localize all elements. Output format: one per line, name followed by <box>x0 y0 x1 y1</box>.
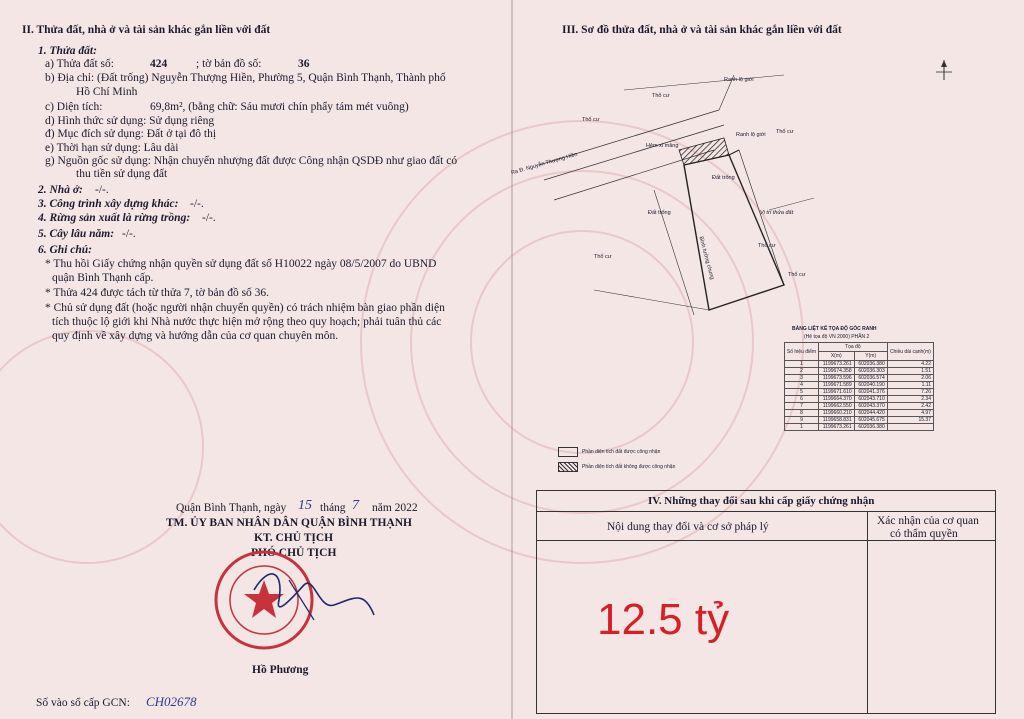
changes-title: IV. Những thay đổi sau khi cấp giấy chứng nhận <box>648 495 875 507</box>
coord-table-cell: 1199671.589 <box>818 382 854 389</box>
note3-line3: quy định về xây dựng và hướng dẫn của cơ quan chuyên môn. <box>52 330 339 342</box>
coord-table-cell <box>887 424 933 431</box>
issue-number: CH02678 <box>146 694 197 709</box>
coord-table-row <box>785 382 934 389</box>
area-label: c) Diện tích: <box>45 101 103 113</box>
house-heading: 2. Nhà ở: <box>38 184 83 196</box>
origin-line1: g) Nguồn gốc sử dụng: Nhận chuyển nhượng đất được Công nhận QSDĐ như giao đất có <box>45 155 458 167</box>
map-label-annotation: Vị trí thửa đất <box>760 210 794 216</box>
map-label-tho-cu-4: Thổ cư <box>758 243 776 249</box>
map-label-street: Ra Đ. Nguyễn Thượng Hiền <box>510 151 579 177</box>
left-page <box>0 0 510 719</box>
kt-title: KT. CHỦ TỊCH <box>254 532 334 544</box>
changes-box <box>536 490 996 714</box>
use-purpose: đ) Mục đích sử dụng: Đất ở tại đô thị <box>45 128 217 140</box>
map-label-dat-trong-1: Đất trống <box>712 175 735 181</box>
coord-table-row <box>785 368 934 375</box>
coord-table-row <box>785 396 934 403</box>
note3-line2: tích thuộc lộ giới khi Nhà nước thực hiện mở rộng theo quy hoạch; phải tuân thủ các <box>52 316 442 328</box>
map-label: ; tờ bản đồ số: <box>196 58 262 70</box>
coord-table-cell: 2.06 <box>887 375 933 382</box>
coord-table-cell: 7 <box>785 403 819 410</box>
date-month: 7 <box>352 498 359 513</box>
parcel-sketch-map <box>534 70 834 330</box>
forest-value: -/-. <box>202 212 216 224</box>
parcel-label: a) Thửa đất số: <box>45 58 114 70</box>
map-label-tho-cu-5: Thổ cư <box>594 254 612 260</box>
coord-table-cell: 1199658.831 <box>818 417 854 424</box>
coord-table-cell: 3 <box>785 375 819 382</box>
coord-table-cell: 7.26 <box>887 389 933 396</box>
map-label-house: Bình tường chung <box>697 235 715 281</box>
coord-table-row <box>785 417 934 424</box>
coord-table-row <box>785 403 934 410</box>
note2: * Thửa 424 được tách từ thửa 7, tờ bản đồ số 36. <box>45 287 270 299</box>
note3-line1: * Chủ sử dụng đất (hoặc người nhận chuyển quyền) có trách nhiệm bàn giao phần diện <box>45 302 445 314</box>
trees-heading: 5. Cây lâu năm: <box>38 228 115 240</box>
map-label-dat-trong-2: Đất trống <box>648 210 671 216</box>
coord-table-cell: 1199674.358 <box>818 368 854 375</box>
coord-col-point: Số hiệu điểm <box>785 343 819 361</box>
coord-col-x: X(m) <box>818 352 854 361</box>
coord-table-row <box>785 375 934 382</box>
coord-table-subtitle: (Hệ tọa độ VN 2000) PHẦN 2 <box>804 334 870 340</box>
right-page <box>510 0 1024 719</box>
coord-table-title: BẢNG LIỆT KÊ TỌA ĐỘ GÓC RANH <box>792 326 877 332</box>
coord-table-cell: 9 <box>785 417 819 424</box>
coord-table-cell: 1199664.370 <box>818 396 854 403</box>
committee-title: TM. ỦY BAN NHÂN DÂN QUẬN BÌNH THẠNH <box>166 517 412 529</box>
legend-unrecognized: Phần diện tích đất không được công nhận <box>582 464 676 470</box>
coordinate-table <box>784 342 934 431</box>
coord-table-cell: 4.97 <box>887 410 933 417</box>
house-value: -/-. <box>95 184 109 196</box>
parcel-number: 424 <box>150 58 168 70</box>
coord-table-cell: 2 <box>785 368 819 375</box>
coord-table-cell: 1199671.610 <box>818 389 854 396</box>
price-annotation: 12.5 tỷ <box>597 595 730 644</box>
coord-col-coord: Tọa độ <box>818 343 887 352</box>
coord-table-cell: 5 <box>785 389 819 396</box>
map-label-ranh-lo-gioi-2: Ranh lộ giới <box>736 132 766 138</box>
land-heading: 1. Thửa đất: <box>38 45 97 57</box>
changes-col1: Nội dung thay đổi và cơ sở pháp lý <box>607 521 769 533</box>
coord-table-cell: 602045.675 <box>854 417 887 424</box>
map-number: 36 <box>298 58 310 70</box>
coord-table-cell: 1199673.596 <box>818 375 854 382</box>
map-label-alley: Hẻm xi măng <box>646 143 679 149</box>
coord-table-cell: 6 <box>785 396 819 403</box>
map-label-tho-cu-6: Thổ cư <box>788 272 806 278</box>
forest-heading: 4. Rừng sản xuất là rừng trồng: <box>38 212 191 224</box>
north-arrow-icon <box>932 58 962 82</box>
coord-table-row <box>785 389 934 396</box>
date-month-label: tháng <box>320 502 346 514</box>
note1-line2: quận Bình Thạnh cấp. <box>52 272 154 284</box>
map-label-tho-cu-2: Thổ cư <box>582 117 600 123</box>
coord-table-cell: 1 <box>785 424 819 431</box>
coord-table-cell: 602041.376 <box>854 389 887 396</box>
coord-table-cell: 602044.420 <box>854 410 887 417</box>
changes-col2-line2: có thẩm quyền <box>890 528 958 540</box>
address-line2: Hồ Chí Minh <box>76 86 138 98</box>
signer-name: Hồ Phương <box>252 664 309 676</box>
use-term: e) Thời hạn sử dụng: Lâu dài <box>45 142 179 154</box>
changes-col-divider <box>867 511 868 713</box>
date-day: 15 <box>298 498 312 513</box>
use-form: d) Hình thức sử dụng: Sử dụng riêng <box>45 115 215 127</box>
legend-recognized: Phần diện tích đất được công nhận <box>582 449 661 455</box>
coord-table-row <box>785 361 934 368</box>
coordinate-table-body <box>785 361 934 431</box>
construction-value: -/-. <box>190 198 204 210</box>
coord-table-cell: 1.11 <box>887 382 933 389</box>
coord-table-cell: 1 <box>785 361 819 368</box>
map-label-ranh-lo-gioi-1: Ranh lộ giới <box>724 77 754 83</box>
legend-swatch-unrecognized <box>558 462 578 472</box>
date-year: năm 2022 <box>372 502 418 514</box>
map-label-tho-cu-1: Thổ cư <box>652 93 670 99</box>
coord-table-cell: 602036.574 <box>854 375 887 382</box>
coord-table-cell: 2.42 <box>887 403 933 410</box>
address-line1: b) Địa chỉ: (Đất trống) Nguyễn Thượng Hiền, Phường 5, Quận Bình Thạnh, Thành phố <box>45 72 446 84</box>
issue-label: Số vào sổ cấp GCN: <box>36 697 130 709</box>
coord-table-cell: 4.22 <box>887 361 933 368</box>
changes-col2-line1: Xác nhận của cơ quan <box>877 515 979 527</box>
trees-value: -/-. <box>122 228 136 240</box>
coord-col-dist: Chiều dài cạnh(m) <box>887 343 933 361</box>
vice-chair-title: PHÓ CHỦ TỊCH <box>251 547 337 559</box>
notes-heading: 6. Ghi chú: <box>38 244 92 256</box>
coord-col-y: Y(m) <box>854 352 887 361</box>
legend-swatch-recognized <box>558 447 578 457</box>
coord-table-cell: 602043.370 <box>854 403 887 410</box>
coord-table-cell: 602036.303 <box>854 368 887 375</box>
coord-table-row <box>785 424 934 431</box>
coord-table-cell: 4 <box>785 382 819 389</box>
origin-line2: thu tiền sử dụng đất <box>76 168 168 180</box>
coord-table-cell: 602036.380 <box>854 361 887 368</box>
note1-line1: * Thu hồi Giấy chứng nhận quyền sử dụng đất số H10022 ngày 08/5/2007 do UBND <box>45 258 437 270</box>
section3-title: III. Sơ đồ thửa đất, nhà ở và tài sản khác gắn liền với đất <box>562 24 842 36</box>
coord-table-cell: 602043.710 <box>854 396 887 403</box>
coord-table-cell: 2.34 <box>887 396 933 403</box>
coord-table-row <box>785 410 934 417</box>
coord-table-cell: 602040.190 <box>854 382 887 389</box>
coord-table-cell: 1199673.261 <box>818 424 854 431</box>
coord-table-cell: 1199673.261 <box>818 361 854 368</box>
coord-table-cell: 1199660.210 <box>818 410 854 417</box>
map-label-tho-cu-3: Thổ cư <box>776 129 794 135</box>
coord-table-cell: 602036.380 <box>854 424 887 431</box>
area-value: 69,8m², (bằng chữ: Sáu mươi chín phẩy tám mét vuông) <box>150 101 409 113</box>
coord-table-cell: 1.51 <box>887 368 933 375</box>
coord-table-cell: 1199662.550 <box>818 403 854 410</box>
page-fold <box>511 0 513 719</box>
date-prefix: Quận Bình Thạnh, ngày <box>176 502 287 514</box>
coord-table-cell: 8 <box>785 410 819 417</box>
section2-title: II. Thửa đất, nhà ở và tài sản khác gắn liền với đất <box>22 24 271 36</box>
coord-table-cell: 15.37 <box>887 417 933 424</box>
signature <box>244 560 384 630</box>
construction-heading: 3. Công trình xây dựng khác: <box>38 198 179 210</box>
